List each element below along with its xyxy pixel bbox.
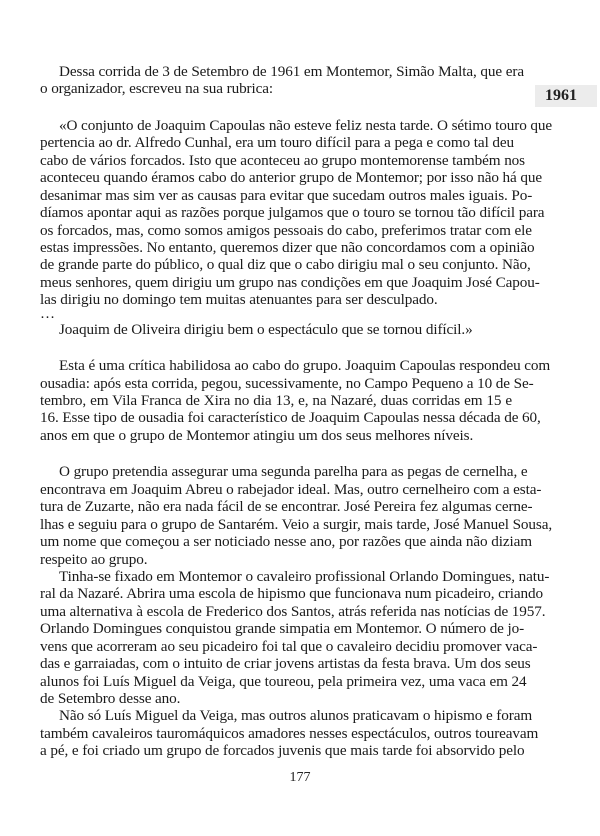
text-line: 16. Esse tipo de ousadia foi característico de Joaquim Capoulas nessa década de 60, <box>40 409 541 427</box>
text-line: alunos foi Luís Miguel da Veiga, que toureou, pela primeira vez, uma vaca em 24 <box>40 672 527 690</box>
text-line: encontrava em Joaquim Abreu o rabejador ideal. Mas, outro cernelheiro com a esta- <box>40 480 542 498</box>
text-line: estas impressões. No entanto, queremos dizer que não concordamos com a opinião <box>40 238 535 256</box>
text-line: ousadia: após esta corrida, pegou, sucessivamente, no Campo Pequeno a 10 de Se- <box>40 374 534 392</box>
text-line: meus senhores, quem dirigiu um grupo nas condições em que Joaquim José Capou- <box>40 273 540 291</box>
text-line: das e garraiadas, com o intuito de criar jovens artistas da festa brava. Um dos seus <box>40 655 531 673</box>
text-line: Não só Luís Miguel da Veiga, mas outros alunos praticavam o hipismo e foram <box>59 707 533 725</box>
text-line: desanimar mas sim ver as causas para evitar que sucedam outros males iguais. Po- <box>40 186 533 204</box>
text-line: de Setembro desse ano. <box>40 690 181 707</box>
text-line: pertencia ao dr. Alfredo Cunhal, era um touro difícil para a pega e como tal deu <box>40 134 515 152</box>
text-line: Orlando Domingues conquistou grande simpatia em Montemor. O número de jo- <box>40 620 525 638</box>
text-line: lhas e seguiu para o grupo de Santarém. Veio a surgir, mais tarde, José Manuel Sousa, <box>40 515 553 533</box>
text-line: também cavaleiros tauromáquicos amadores nesses espectáculos, outros toureavam <box>40 724 539 742</box>
text-line: ral da Nazaré. Abrira uma escola de hipismo que funcionava num picadeiro, criando <box>40 585 544 603</box>
quote-ellipsis: … <box>40 305 55 322</box>
paragraph-naoso <box>40 707 539 760</box>
text-line: o organizador, escreveu na sua rubrica: <box>40 80 274 98</box>
text-line: O grupo pretendia assegurar uma segunda parelha para as pegas de cernelha, e <box>59 463 528 481</box>
text-line: de grande parte do público, o qual diz que o cabo dirigiu mal o seu conjunto. Não, <box>40 256 531 274</box>
text-line: tembro, em Vila Franca de Xira no dia 13, e, na Nazaré, duas corridas em 15 e <box>40 392 512 409</box>
text-line: Dessa corrida de 3 de Setembro de 1961 em Montemor, Simão Malta, que era <box>59 63 524 80</box>
text-line: vens que acorreram ao seu picadeiro foi tal que o cavaleiro decidiu promover vaca- <box>40 637 538 655</box>
paragraph-grupo <box>40 463 553 568</box>
text-line: anos em que o grupo de Montemor atingiu um dos seus melhores níveis. <box>40 426 474 444</box>
text-line: a pé, e foi criado um grupo de forcados juvenis que mais tarde foi absorvido pelo <box>40 742 525 760</box>
spacer <box>40 338 512 357</box>
text-line: cabo de vários forcados. Isto que aconteceu ao grupo montemorense também nos <box>40 151 525 169</box>
paragraph-critica <box>40 357 551 444</box>
page-body <box>40 63 553 760</box>
margin-year-note: 1961 <box>535 85 597 107</box>
paragraph-tinha <box>40 567 550 708</box>
text-line: Tinha-se fixado em Montemor o cavaleiro profissional Orlando Domingues, natu- <box>59 567 550 585</box>
text-line: aconteceu quando éramos cabo do anterior grupo de Montemor; por isso não há que <box>40 169 542 187</box>
text-line: Joaquim de Oliveira dirigiu bem o espectáculo que se tornou difícil.» <box>59 320 473 338</box>
spacer <box>40 98 512 117</box>
text-line: «O conjunto de Joaquim Capoulas não esteve feliz nesta tarde. O sétimo touro que <box>59 116 553 134</box>
text-line: os forcados, mas, como somos amigos pessoais do cabo, preferimos tratar com ele <box>40 221 532 239</box>
paragraph-quote <box>40 116 553 338</box>
page-number: 177 <box>289 770 311 785</box>
text-line: uma alternativa à escola de Frederico dos Santos, atrás referida nas notícias de 1957. <box>40 602 546 620</box>
text-line: respeito ao grupo. <box>40 550 148 568</box>
text-line: um nome que começou a ser noticiado nesse ano, por razões que ainda não diziam <box>40 533 532 551</box>
text-line: las dirigiu no domingo tem muitas atenuantes para ser desculpado. <box>40 291 438 309</box>
text-line: tura de Zuzarte, não era nada fácil de se encontrar. José Pereira fez algumas cerne- <box>40 498 533 516</box>
paragraph-intro <box>40 63 524 98</box>
text-line: díamos apontar aqui as razões porque julgamos que o touro se tornou tão difícil para <box>40 204 545 222</box>
text-line: Esta é uma crítica habilidosa ao cabo do grupo. Joaquim Capoulas respondeu com <box>59 357 551 375</box>
spacer <box>40 444 512 463</box>
